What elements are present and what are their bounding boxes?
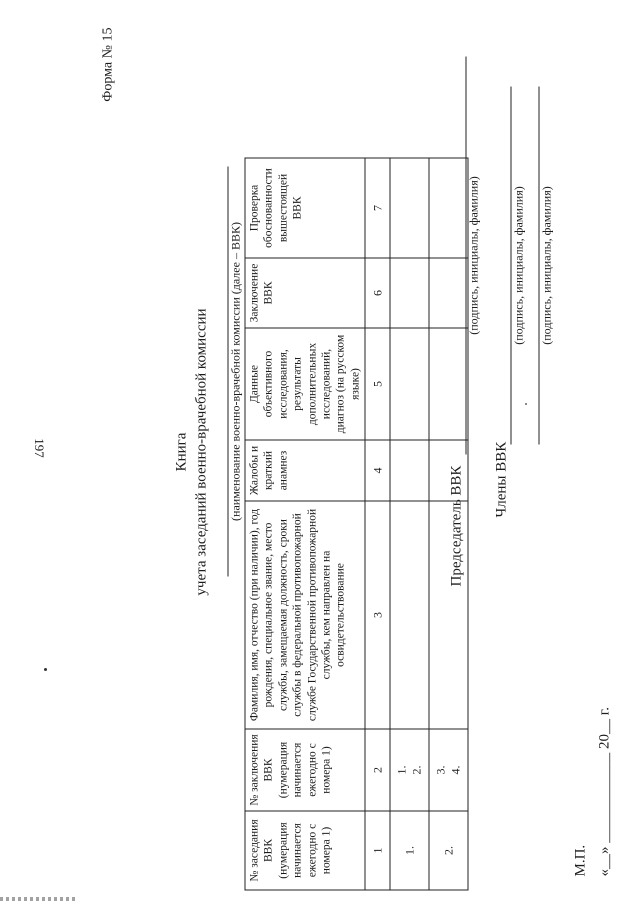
empty-cell bbox=[429, 158, 468, 258]
column-number-row bbox=[365, 158, 390, 890]
column-number: 5 bbox=[365, 328, 390, 440]
stamp-block bbox=[569, 707, 617, 876]
conclusion-cell bbox=[429, 729, 468, 811]
session-log-table bbox=[245, 158, 469, 891]
session-cell: 2. bbox=[429, 811, 468, 890]
header-session-number: № заседания ВВК (нумерация начинается ежегодно с номера 1) bbox=[245, 811, 365, 890]
date-line: «__» ____________ 20__ г. bbox=[596, 707, 613, 877]
form-number: Форма № 15 bbox=[100, 27, 116, 102]
column-number: 7 bbox=[365, 158, 390, 258]
table-header-row bbox=[245, 158, 365, 890]
stamp-mp: М.П. bbox=[572, 844, 589, 877]
column-number: 1 bbox=[365, 811, 390, 890]
conclusion-entry: 2. bbox=[409, 765, 424, 775]
empty-cell bbox=[390, 440, 429, 501]
session-cell: 1. bbox=[390, 811, 429, 890]
empty-cell bbox=[390, 501, 429, 729]
empty-cell bbox=[390, 328, 429, 440]
chairman-signature-caption: (подпись, инициалы, фамилия) bbox=[466, 176, 481, 335]
chairman-label: Председатель ВВК bbox=[448, 465, 465, 587]
column-number: 2 bbox=[365, 729, 390, 811]
header-examination-data: Данные объективного исследования, результаты дополнительных исследований, диагноз (на русском языке) bbox=[245, 328, 365, 440]
table-row bbox=[390, 158, 429, 890]
column-number: 3 bbox=[365, 501, 390, 729]
header-complaints: Жалобы и краткий анамнез bbox=[245, 440, 365, 501]
header-conclusion: Заключение ВВК bbox=[245, 258, 365, 328]
members-label: Члены ВВК bbox=[493, 441, 510, 518]
header-conclusion-number: № заключения ВВК (нумерация начинается ежегодно с номера 1) bbox=[245, 729, 365, 811]
header-person-details: Фамилия, имя, отчество (при наличии), год рождения, специальное звание, место службы, замещаемая должность, сроки службы в федеральной противопожарной службе Государственной противопожарной службы, кем направлен на освидетельствование bbox=[245, 501, 365, 729]
conclusion-entry: 1. bbox=[394, 765, 409, 775]
empty-cell bbox=[390, 158, 429, 258]
book-subtitle: учета заседаний военно-врачебной комиссии bbox=[193, 308, 210, 596]
book-title: Книга bbox=[173, 432, 190, 472]
conclusion-entry: 4. bbox=[448, 765, 463, 775]
column-number: 4 bbox=[365, 440, 390, 501]
empty-cell bbox=[429, 328, 468, 440]
header-higher-review: Проверка обоснованности вышестоящей ВВК bbox=[245, 158, 365, 258]
member-signature-caption-1: (подпись, инициалы, фамилия) bbox=[511, 186, 526, 345]
member-signature-caption-2: (подпись, инициалы, фамилия) bbox=[539, 186, 554, 345]
conclusion-cell bbox=[390, 729, 429, 811]
page-number: 197 bbox=[32, 438, 47, 458]
committee-caption: (наименование военно-врачебной комиссии (далее – ВВК) bbox=[228, 222, 243, 521]
form-page bbox=[1, 0, 640, 905]
conclusion-entry: 3. bbox=[433, 765, 448, 775]
column-number: 6 bbox=[365, 258, 390, 328]
empty-cell bbox=[390, 258, 429, 328]
empty-cell bbox=[429, 258, 468, 328]
